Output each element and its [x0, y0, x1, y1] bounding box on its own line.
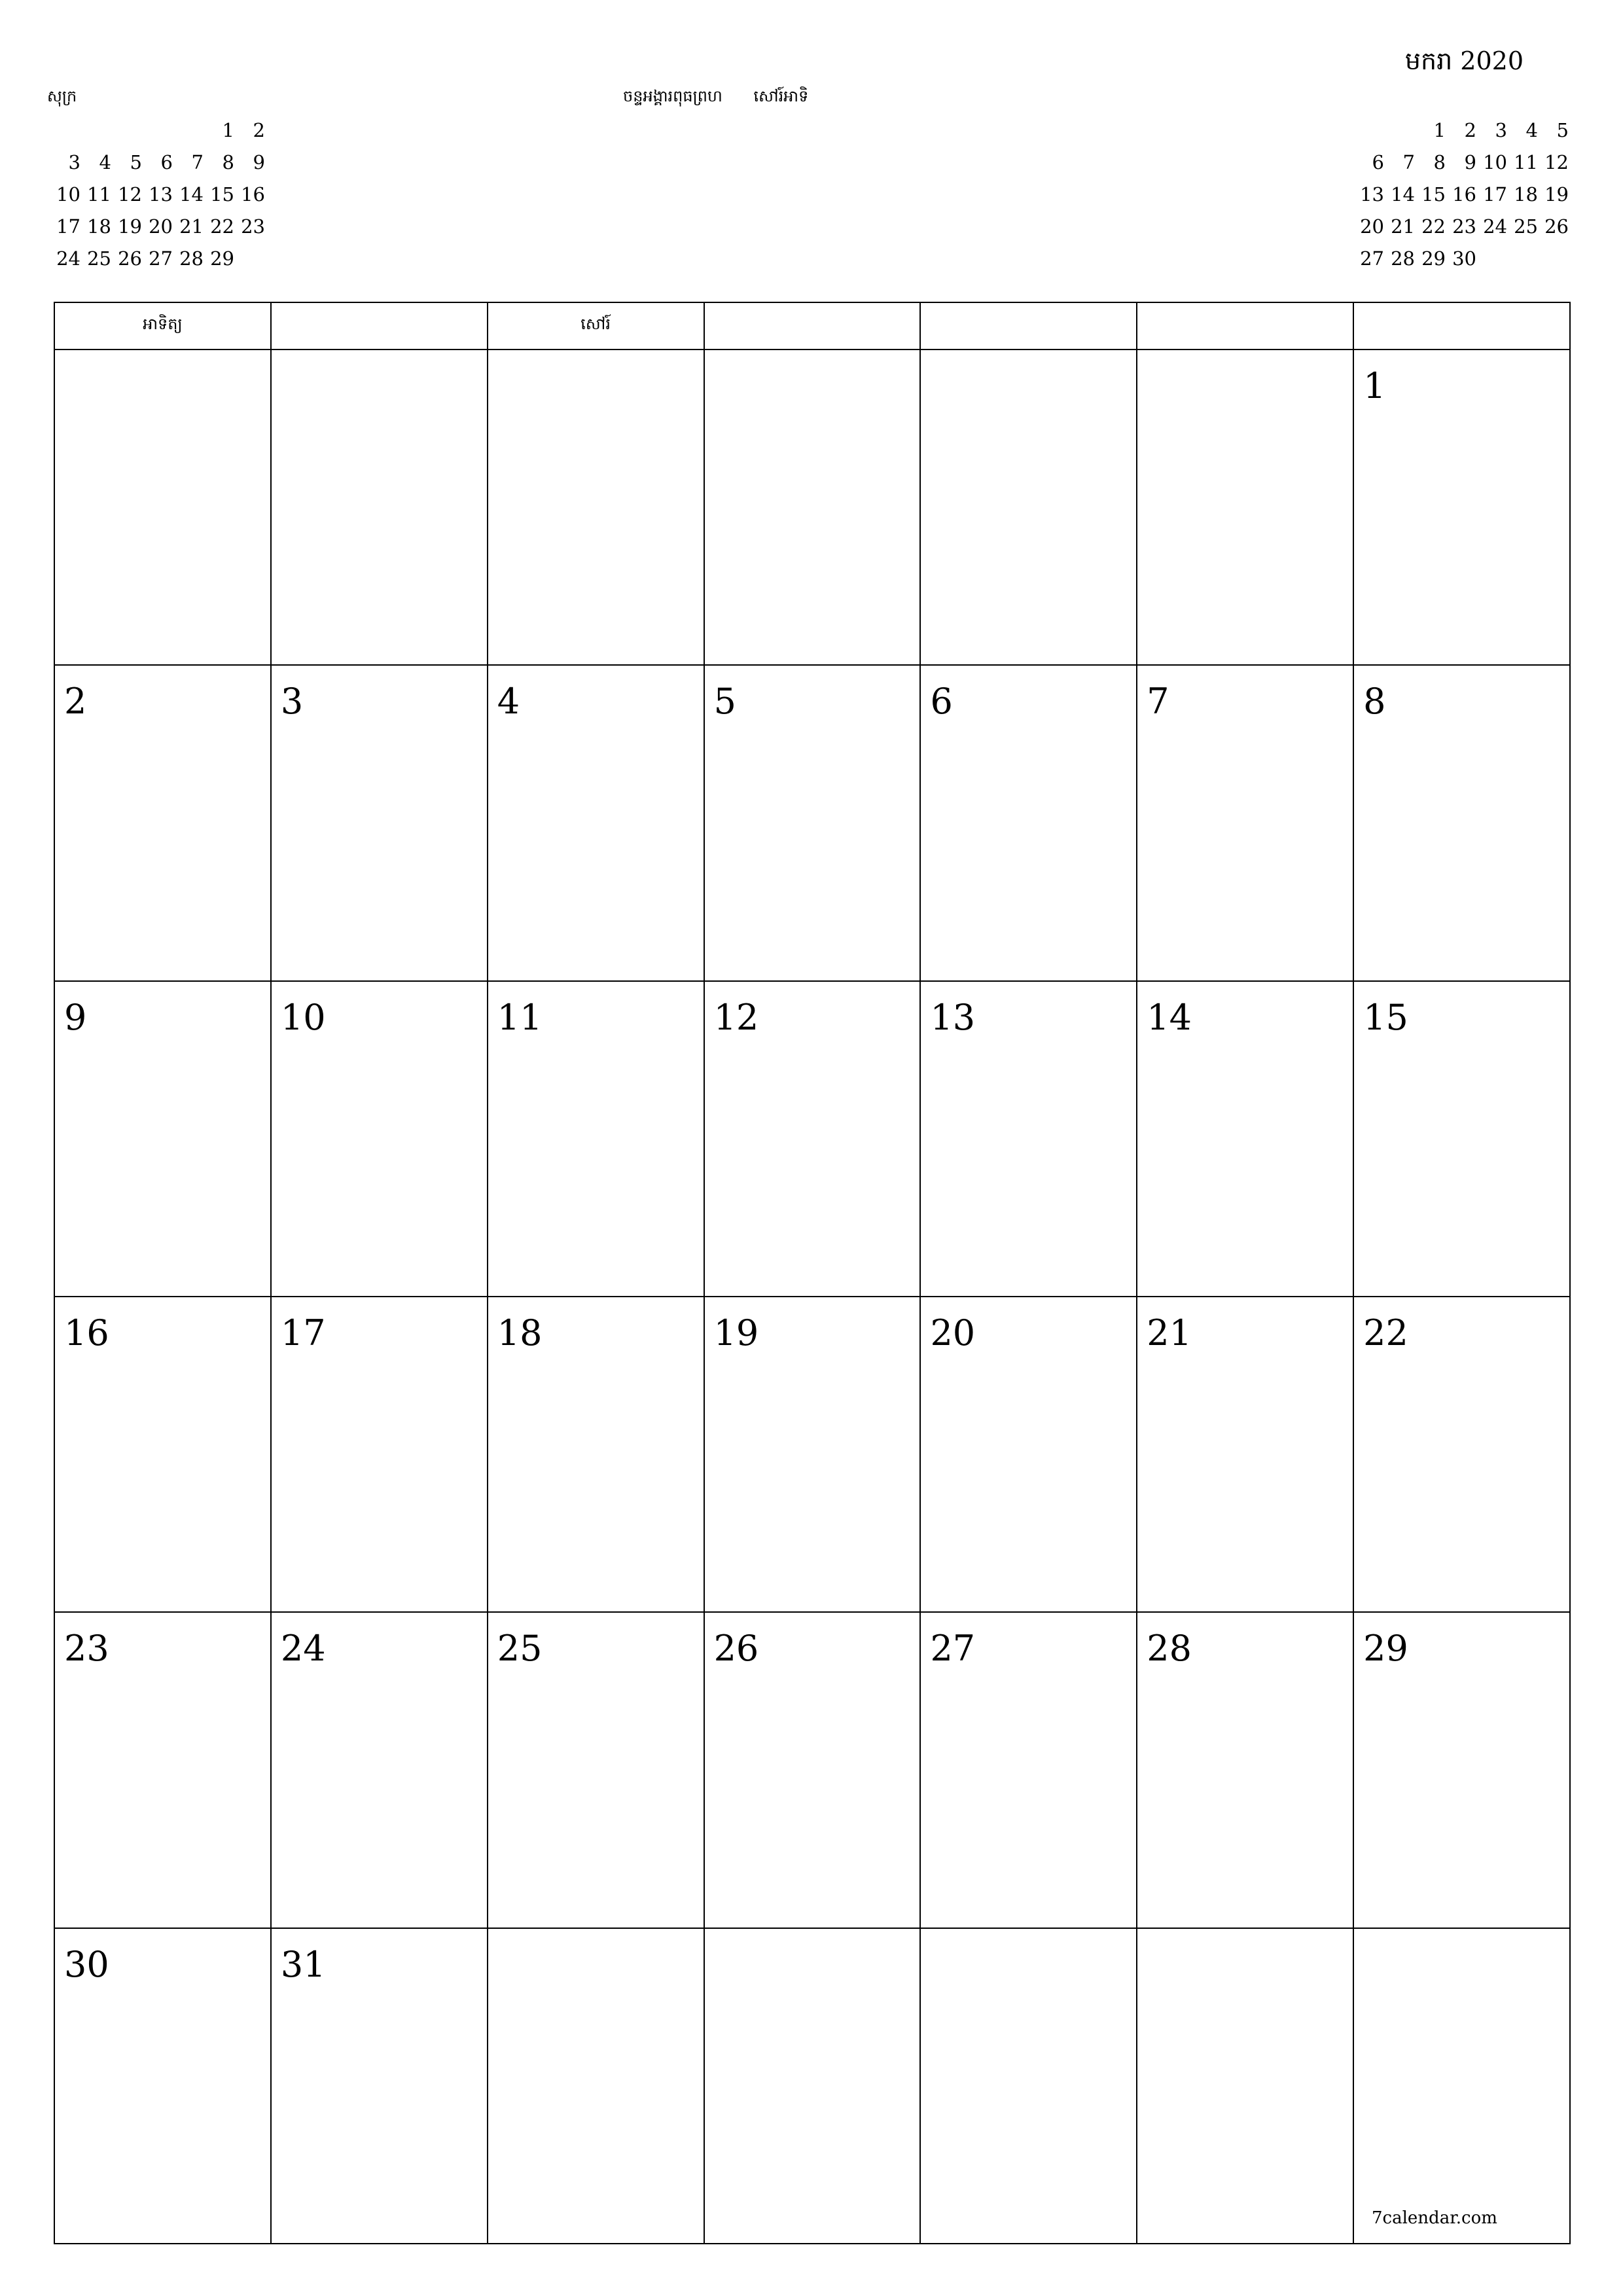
- mini-day: 13: [1360, 183, 1384, 206]
- mini-day: 12: [1544, 151, 1569, 173]
- day-cell: [488, 666, 705, 980]
- day-cell: [272, 1613, 488, 1927]
- mini-day: 10: [56, 183, 80, 206]
- day-cell: [488, 1297, 705, 1611]
- day-number: 16: [64, 1312, 109, 1354]
- week-row: [55, 982, 1569, 1297]
- mini-day: 11: [87, 183, 111, 206]
- mini-day: 30: [1452, 247, 1476, 270]
- day-cell: [55, 982, 272, 1296]
- day-number: 13: [930, 996, 976, 1038]
- mini-day: 27: [149, 247, 173, 270]
- week-row: [55, 666, 1569, 981]
- day-number: 2: [64, 681, 87, 723]
- mini-day: [80, 115, 111, 147]
- day-cell: [1137, 1613, 1354, 1927]
- mini-day: 29: [1421, 247, 1446, 270]
- week-row: [55, 1929, 1569, 2243]
- day-cell: [705, 350, 921, 664]
- day-number: 14: [1147, 996, 1192, 1038]
- day-cell: [705, 1613, 921, 1927]
- day-cell: [705, 666, 921, 980]
- mini-day: 20: [1360, 215, 1384, 238]
- weekday-header: [1137, 303, 1354, 349]
- day-cell: [272, 1929, 488, 2243]
- day-number: 28: [1147, 1628, 1192, 1670]
- mini-week-row: [1353, 211, 1569, 243]
- week-row: [55, 1297, 1569, 1613]
- day-cell: [488, 1613, 705, 1927]
- mini-day: 9: [253, 151, 265, 173]
- mini-week-row: [50, 147, 265, 179]
- mini-week-row: [1353, 179, 1569, 211]
- mini-day: 15: [210, 183, 234, 206]
- day-cell: [488, 350, 705, 664]
- weekday-header: សៅរ៍: [488, 303, 705, 349]
- day-cell: [921, 1297, 1137, 1611]
- header-labels: [47, 86, 885, 113]
- day-cell: [55, 666, 272, 980]
- mini-day: 27: [1360, 247, 1384, 270]
- mini-week-row: [1353, 115, 1569, 147]
- day-cell: [921, 666, 1137, 980]
- mini-day: 3: [68, 151, 80, 173]
- mini-day: 4: [1525, 119, 1538, 141]
- day-cell: [921, 350, 1137, 664]
- day-cell: [272, 666, 488, 980]
- day-cell: [488, 982, 705, 1296]
- day-number: 8: [1363, 681, 1386, 723]
- day-cell: [921, 1929, 1137, 2243]
- day-cell: [921, 1613, 1137, 1927]
- day-cell: [55, 1297, 272, 1611]
- day-number: 21: [1147, 1312, 1192, 1354]
- mini-week-row: [1353, 147, 1569, 179]
- month-grid: [54, 302, 1571, 2244]
- day-number: 25: [497, 1628, 543, 1670]
- mini-day: 29: [210, 247, 234, 270]
- weekday-strip-label: [623, 86, 808, 109]
- week-rows: [55, 350, 1569, 2243]
- day-cell: [1354, 982, 1569, 1296]
- mini-day: 4: [99, 151, 111, 173]
- mini-day: [1384, 115, 1415, 147]
- mini-day: 20: [149, 215, 173, 238]
- day-number: 23: [64, 1628, 109, 1670]
- day-cell: [1137, 350, 1354, 664]
- mini-day: 16: [1452, 183, 1476, 206]
- day-cell: [272, 350, 488, 664]
- day-number: 31: [280, 1943, 326, 1985]
- mini-day: 26: [118, 247, 142, 270]
- mini-day: 8: [222, 151, 234, 173]
- day-number: 11: [497, 996, 543, 1038]
- mini-day: 2: [253, 119, 265, 141]
- mini-day: 7: [191, 151, 204, 173]
- mini-day: 28: [1391, 247, 1415, 270]
- day-number: 27: [930, 1628, 976, 1670]
- day-number: 18: [497, 1312, 543, 1354]
- mini-day: 6: [1372, 151, 1384, 173]
- day-number: 15: [1363, 996, 1408, 1038]
- mini-week-row: [50, 179, 265, 211]
- day-cell: [488, 1929, 705, 2243]
- mini-day: 7: [1402, 151, 1415, 173]
- day-cell: [1137, 982, 1354, 1296]
- day-number: 6: [930, 681, 953, 723]
- day-number: 10: [280, 996, 326, 1038]
- day-number: 24: [280, 1628, 326, 1670]
- weekday-header: អាទិត្យ: [55, 303, 272, 349]
- mini-day: 18: [1514, 183, 1538, 206]
- weekday-strip-label-a: ចន្ទអង្គារពុធព្រហ: [623, 87, 722, 105]
- mini-day: [173, 115, 204, 147]
- mini-day: 17: [56, 215, 80, 238]
- day-number: 19: [713, 1312, 759, 1354]
- day-cell: [1354, 1929, 1569, 2243]
- day-cell: [705, 1929, 921, 2243]
- mini-day: 3: [1495, 119, 1507, 141]
- day-number: 20: [930, 1312, 976, 1354]
- day-cell: [272, 1297, 488, 1611]
- mini-day: 23: [1452, 215, 1476, 238]
- day-cell: [55, 350, 272, 664]
- day-number: 26: [713, 1628, 759, 1670]
- mini-day: 21: [1391, 215, 1415, 238]
- day-number: 1: [1363, 365, 1386, 406]
- mini-day: 22: [1421, 215, 1446, 238]
- day-cell: [272, 982, 488, 1296]
- mini-day: 10: [1483, 151, 1507, 173]
- weekday-header: [1354, 303, 1569, 349]
- mini-day: 18: [87, 215, 111, 238]
- week-row: [55, 1613, 1569, 1928]
- mini-day: [1476, 243, 1507, 275]
- mini-day: 1: [222, 119, 234, 141]
- mini-day: 9: [1464, 151, 1476, 173]
- day-number: 29: [1363, 1628, 1408, 1670]
- day-number: 22: [1363, 1312, 1408, 1354]
- day-number: 4: [497, 681, 520, 723]
- mini-day: 19: [1544, 183, 1569, 206]
- weekday-header: [272, 303, 488, 349]
- week-row: [55, 350, 1569, 666]
- day-cell: [1137, 1297, 1354, 1611]
- mini-day: 2: [1464, 119, 1476, 141]
- mini-week-row: [50, 115, 265, 147]
- day-number: 5: [713, 681, 736, 723]
- prev-month-label: សុក្រ: [47, 87, 77, 105]
- mini-day: 25: [87, 247, 111, 270]
- day-number: 7: [1147, 681, 1169, 723]
- day-cell: [705, 1297, 921, 1611]
- day-cell: [55, 1613, 272, 1927]
- mini-day: 5: [130, 151, 142, 173]
- mini-day: [111, 115, 142, 147]
- mini-day: [1507, 243, 1538, 275]
- day-cell: [1354, 1297, 1569, 1611]
- mini-week-row: [1353, 243, 1569, 275]
- mini-calendar-previous: [50, 115, 265, 275]
- day-cell: [1137, 1929, 1354, 2243]
- day-number: 3: [280, 681, 304, 723]
- mini-day: 12: [118, 183, 142, 206]
- mini-day: 15: [1421, 183, 1446, 206]
- day-cell: [1354, 1613, 1569, 1927]
- day-cell: [1354, 666, 1569, 980]
- month-year-title: មករា 2020: [1404, 46, 1524, 75]
- mini-day: [50, 115, 80, 147]
- mini-day: 24: [56, 247, 80, 270]
- mini-day: 14: [179, 183, 204, 206]
- mini-day: 8: [1433, 151, 1446, 173]
- mini-week-row: [50, 243, 265, 275]
- mini-day: [142, 115, 173, 147]
- mini-day: 13: [149, 183, 173, 206]
- mini-day: 28: [179, 247, 204, 270]
- mini-day: 22: [210, 215, 234, 238]
- mini-day: 6: [160, 151, 173, 173]
- weekday-header: [705, 303, 921, 349]
- mini-day: [1538, 243, 1569, 275]
- brand-footer: 7calendar.com: [1372, 2208, 1497, 2228]
- mini-day: 1: [1433, 119, 1446, 141]
- day-number: 12: [713, 996, 759, 1038]
- weekday-header-row: [55, 303, 1569, 350]
- mini-day: [234, 243, 265, 275]
- mini-day: 14: [1391, 183, 1415, 206]
- mini-day: 5: [1556, 119, 1569, 141]
- mini-day: 17: [1483, 183, 1507, 206]
- day-number: 17: [280, 1312, 326, 1354]
- day-cell: [705, 982, 921, 1296]
- mini-day: 19: [118, 215, 142, 238]
- mini-calendar-next: [1353, 115, 1569, 275]
- mini-week-row: [50, 211, 265, 243]
- day-cell: [55, 1929, 272, 2243]
- day-cell: [1354, 350, 1569, 664]
- weekday-header: [921, 303, 1137, 349]
- day-cell: [1137, 666, 1354, 980]
- mini-day: 16: [241, 183, 265, 206]
- day-cell: [921, 982, 1137, 1296]
- mini-day: 21: [179, 215, 204, 238]
- day-number: 9: [64, 996, 87, 1038]
- mini-day: 11: [1514, 151, 1538, 173]
- mini-day: 26: [1544, 215, 1569, 238]
- mini-day: 24: [1483, 215, 1507, 238]
- mini-day: 25: [1514, 215, 1538, 238]
- mini-day: [1353, 115, 1384, 147]
- day-number: 30: [64, 1943, 109, 1985]
- mini-day: 23: [241, 215, 265, 238]
- weekday-strip-label-b: សៅរ៍អាទិ: [753, 87, 809, 105]
